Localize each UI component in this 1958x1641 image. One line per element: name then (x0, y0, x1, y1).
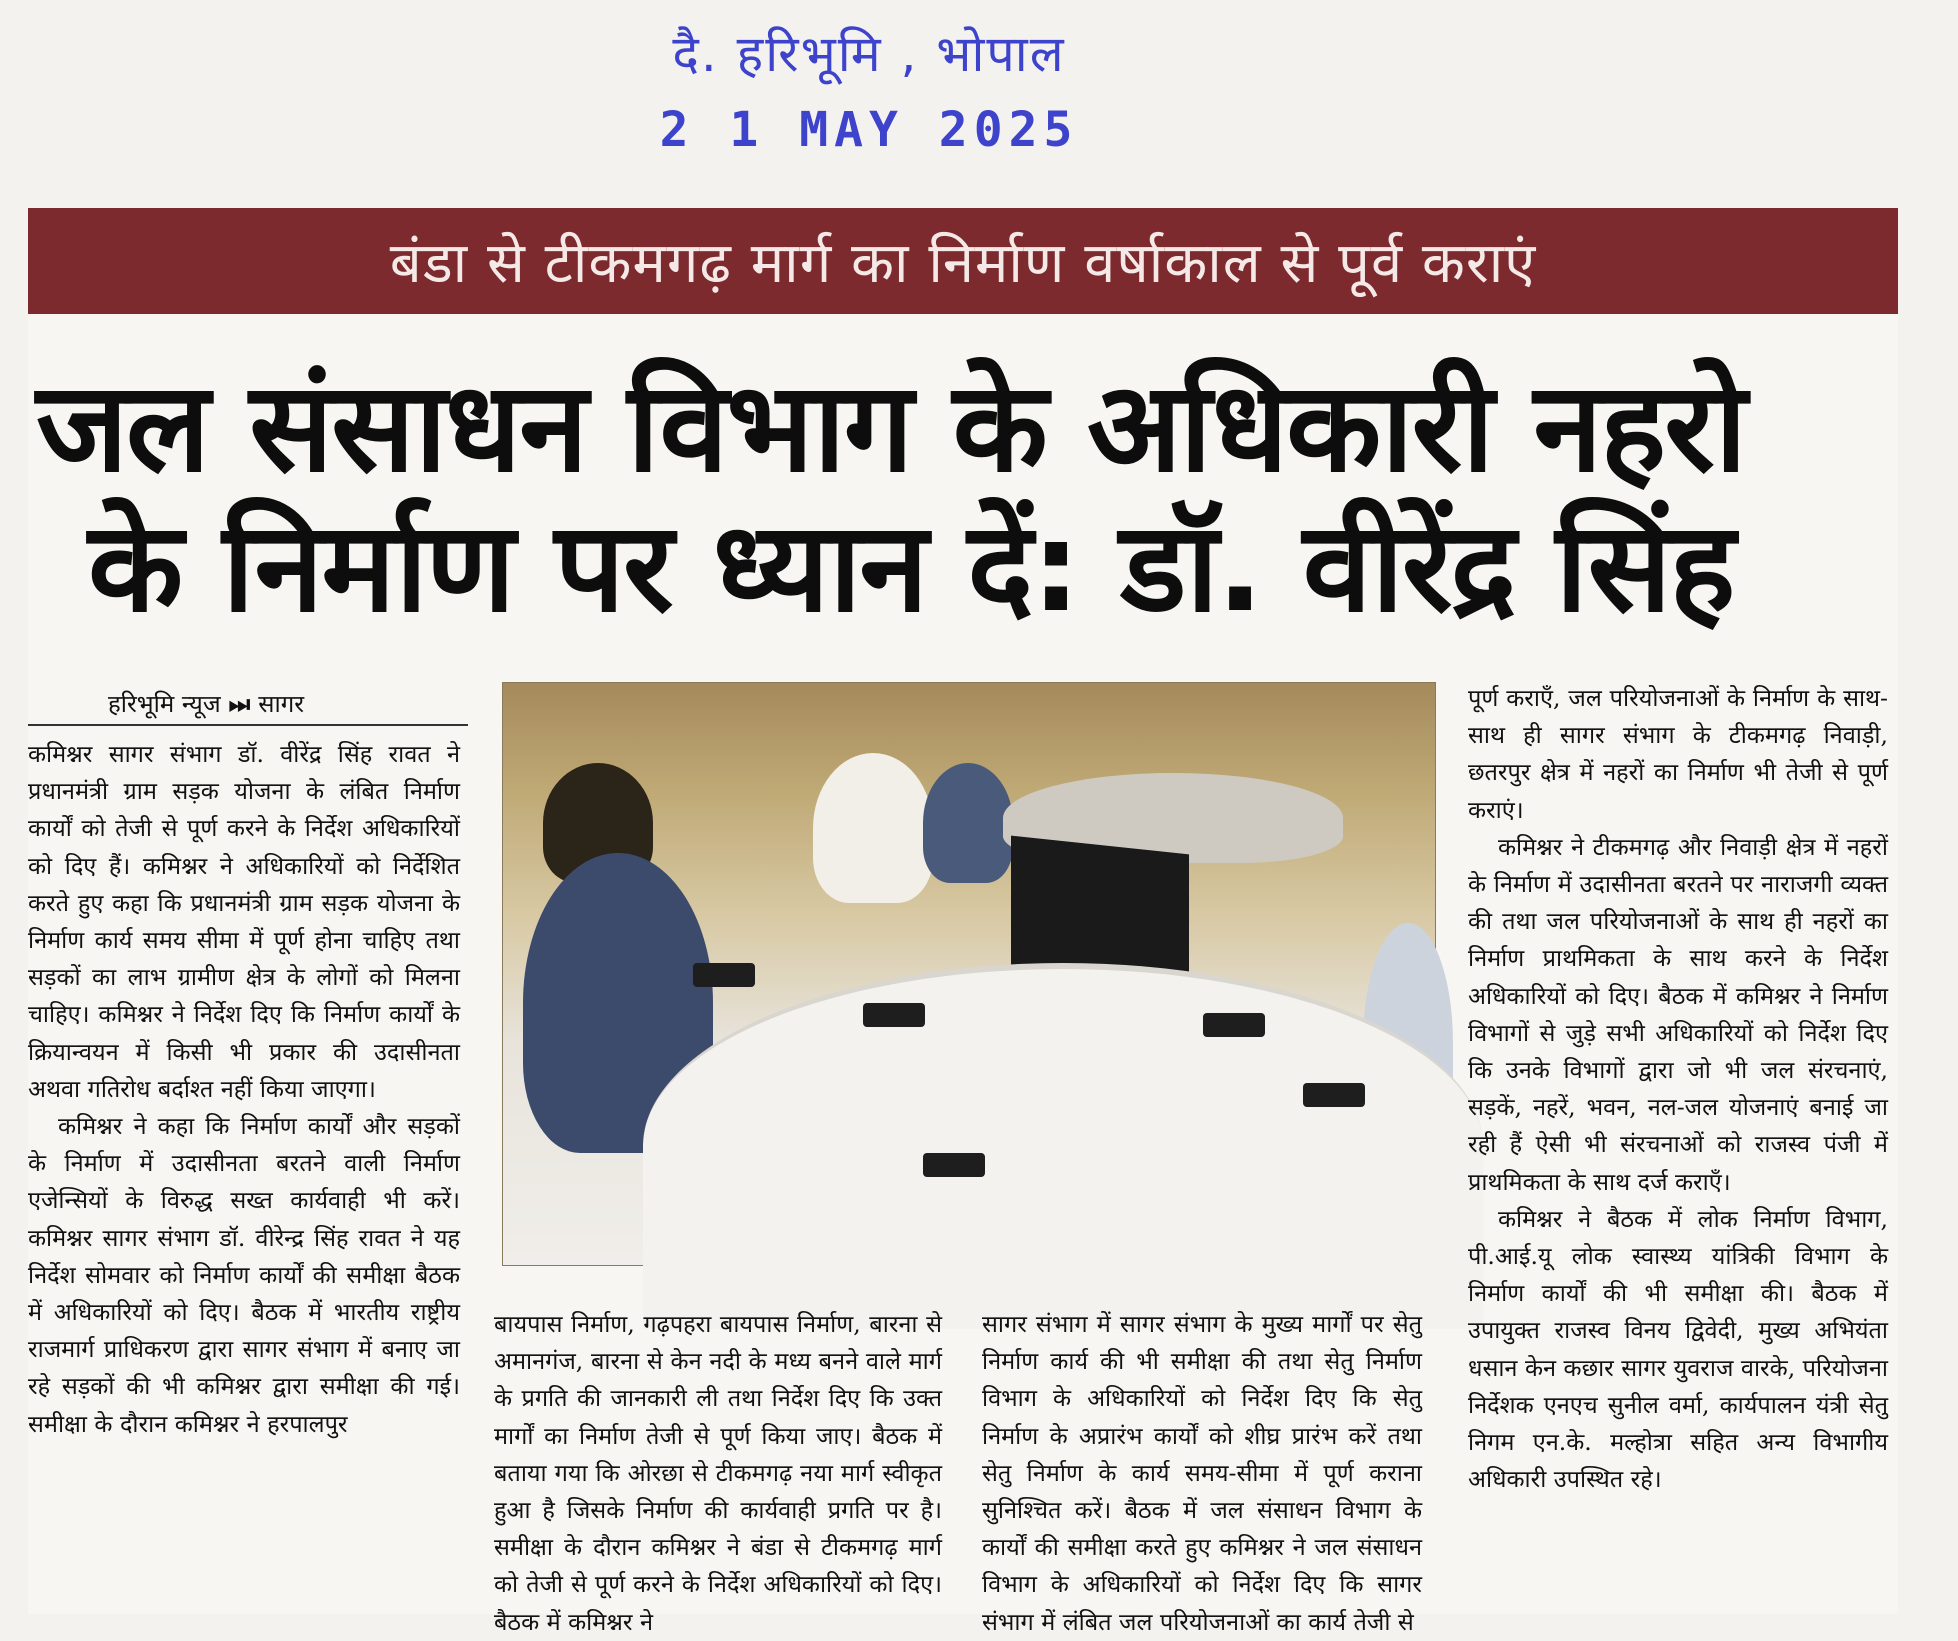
paragraph: बायपास निर्माण, गढ़पहरा बायपास निर्माण, बारना से अमानगंज, बारना से केन नदी के मध्य बनने वाले मार्ग के प्रगति की जानकारी ली तथा निर्देश दिए कि उक्त मार्गों का निर्माण तेजी से पूर्ण किया जाए। बैठक में बताया गया कि ओरछा से टीकमगढ़ नया मार्ग स्वीकृत हुआ है जिसके निर्माण की कार्यवाही प्रगति पर है। समीक्षा के दौरान कमिश्नर ने बंडा से टीकमगढ़ मार्ग को तेजी से पूर्ण करने के निर्देश अधिकारियों को दिए। बैठक में कमिश्नर ने (494, 1310, 942, 1636)
paragraph: सागर संभाग में सागर संभाग के मुख्य मार्गों पर सेतु निर्माण कार्य की भी समीक्षा की तथा सेतु निर्माण विभाग के अधिकारियों को निर्देश दिए कि सेतु निर्माण के अप्रारंभ कार्यों को शीघ्र प्रारंभ करें तथा सेतु निर्माण के कार्य समय-सीमा में पूर्ण कराना सुनिश्चित करें। बैठक में जल संसाधन विभाग के कार्यों की समीक्षा करते हुए कमिश्नर ने जल संसाधन विभाग के अधिकारियों को निर्देश दिए कि सागर संभाग में लंबित जल परियोजनाओं का कार्य तेजी से (982, 1310, 1422, 1636)
headline-line-2: के निर्माण पर ध्यान दें: डॉ. वीरेंद्र सिंह (88, 496, 1734, 640)
article-column-3 (982, 1306, 1422, 1641)
paragraph: कमिश्नर ने बैठक में लोक निर्माण विभाग, पी.आई.यू लोक स्वास्थ्य यांत्रिकी विभाग के निर्माण कार्यों की भी समीक्षा की। बैठक में उपायुक्त राजस्व विनय द्विवेदी, मुख्य अभियंता धसान केन कछार सागर युवराज वारके, परियोजना निर्देशक एनएच सुनील वर्मा, कार्यपालन यंत्री सेतु निगम एन.के. मल्होत्रा सहित अन्य विभागीय अधिकारी उपस्थित रहे। (1468, 1204, 1888, 1494)
meeting-photo (502, 682, 1436, 1266)
paragraph: कमिश्नर ने कहा कि निर्माण कार्यों और सड़कों के निर्माण में उदासीनता बरतने वाली निर्माण एजेन्सियों के विरुद्ध सख्त कार्यवाही भी करें। कमिश्नर सागर संभाग डॉ. वीरेन्द्र सिंह रावत ने यह निर्देश सोमवार को निर्माण कार्यों की समीक्षा बैठक में अधिकारियों को दिए। बैठक में भारतीय राष्ट्रीय राजमार्ग प्राधिकरण द्वारा सागर संभाग में बनाए जा रहे सड़कों की भी कमिश्नर द्वारा समीक्षा की गई। समीक्षा के दौरान कमिश्नर ने हरपालपुर (28, 1112, 460, 1438)
paragraph: पूर्ण कराएँ, जल परियोजनाओं के निर्माण के साथ-साथ ही सागर संभाग के टीकमगढ़ निवाड़ी, छतरपुर क्षेत्र में नहरों का निर्माण भी तेजी से पूर्ण कराएं। (1468, 684, 1888, 824)
byline-arrows-icon: ⏭ (228, 690, 251, 718)
conference-table (643, 963, 1483, 1329)
headline-line-1: जल संसाधन विभाग के अधिकारी नहरो (36, 356, 1745, 500)
paragraph: कमिश्नर ने टीकमगढ़ और निवाड़ी क्षेत्र में नहरों के निर्माण में उदासीनता बरतने पर नाराजगी व्यक्त की तथा जल परियोजनाओं के साथ ही नहरों का निर्माण प्राथमिकता के साथ करने के निर्देश अधिकारियों को दिए। बैठक में कमिश्नर ने निर्माण विभागों से जुड़े सभी अधिकारियों को निर्देश दिए कि उनके विभागों द्वारा जो भी जल संरचनाएं, सड़कें, नहरें, भवन, नल-जल योजनाएं बनाई जा रही हैं ऐसी भी संरचनाओं को राजस्व पंजी में प्राथमिकता के साथ दर्ज कराएँ। (1468, 832, 1888, 1196)
byline-place: सागर (258, 690, 305, 718)
kicker-banner (28, 208, 1898, 314)
article-column-4 (1468, 680, 1888, 1498)
paragraph: कमिश्नर सागर संभाग डॉ. वीरेंद्र सिंह रावत ने प्रधानमंत्री ग्राम सड़क योजना के लंबित निर्माण कार्यों को तेजी से पूर्ण करने के निर्देश अधिकारियों को दिए हैं। कमिश्नर ने अधिकारियों को निर्देशित करते हुए कहा कि प्रधानमंत्री ग्राम सड़क योजना के निर्माण कार्य समय सीमा में पूर्ण होना चाहिए तथा सड़कों का लाभ ग्रामीण क्षेत्र के लोगों को मिलना चाहिए। कमिश्नर ने निर्देश दिए कि निर्माण कार्यों के क्रियान्वयन में किसी भी प्रकार की उदासीनता अथवा गतिरोध बर्दाश्त नहीं किया जाएगा। (28, 740, 460, 1103)
stamp-date: 2 1 MAY 2025 (659, 102, 1079, 158)
byline-source: हरिभूमि न्यूज (108, 690, 221, 718)
article-column-2 (494, 1306, 942, 1641)
kicker-text: बंडा से टीकमगढ़ मार्ग का निर्माण वर्षाकाल से पूर्व कराएं (389, 231, 1537, 296)
byline (28, 684, 468, 726)
article-column-1 (28, 736, 460, 1443)
stamp-publication: दै. हरिभूमि , भोपाल (672, 25, 1066, 83)
newspaper-clipping (28, 208, 1898, 1636)
